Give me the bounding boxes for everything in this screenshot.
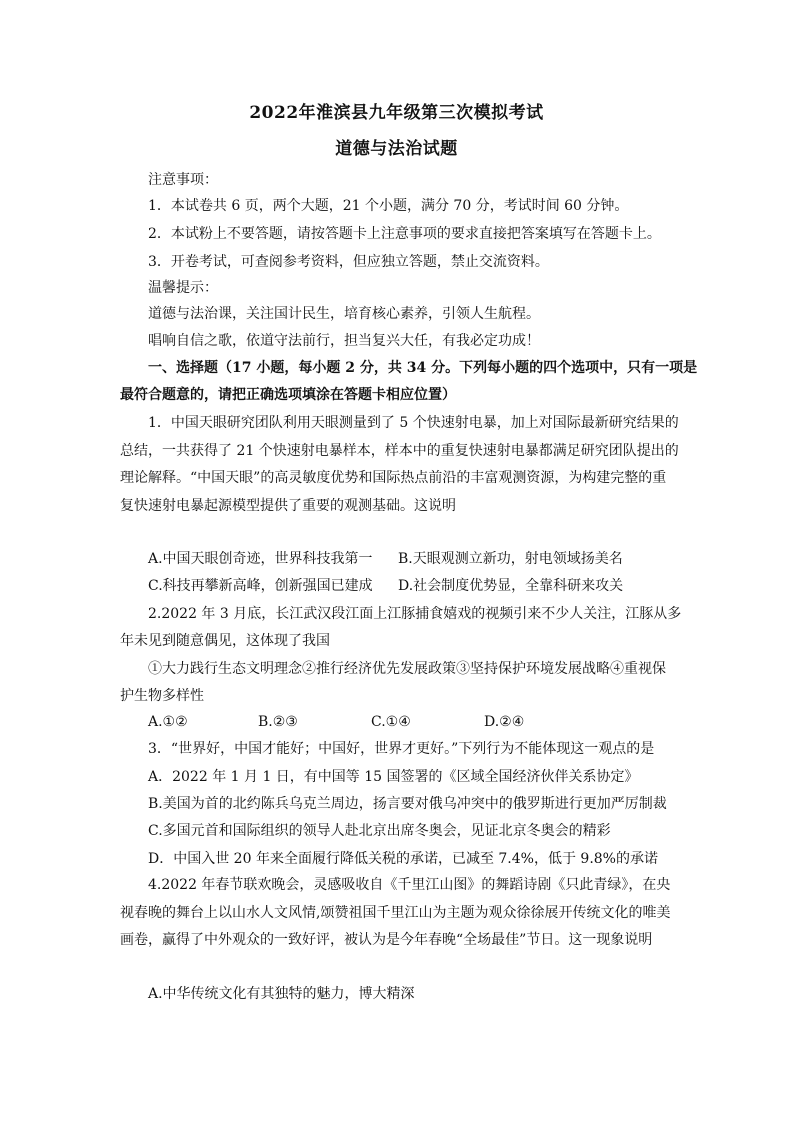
q3-option-a: A．2022 年 1 月 1 日，有中国等 15 国签署的《区域全国经济伙伴关系协定》	[148, 769, 639, 785]
tips-heading: 温馨提示：	[148, 280, 218, 296]
q4-stem: 视春晚的舞台上以山水人文风情,颂赞祖国千里江山为主题为观众徐徐展开传统文化的唯美	[120, 905, 671, 921]
q4-stem: 画卷，赢得了中外观众的一致好评，被认为是今年春晚“全场最佳”节日。这一现象说明	[120, 932, 653, 948]
section-heading-cont: 最符合题意的，请把正确选项填涂在答题卡相应位置）	[120, 387, 456, 403]
q2-option-d: D.②④	[484, 714, 525, 730]
q3-option-c: C.多国元首和国际组织的领导人赴北京出席冬奥会，见证北京冬奥会的精彩	[148, 823, 611, 839]
notes-heading: 注意事项：	[148, 172, 218, 188]
q3-stem: 3．“世界好，中国才能好；中国好，世界才更好。”下列行为不能体现这一观点的是	[148, 741, 655, 757]
q1-stem: 理论解释。“中国天眼”的高灵敏度优势和国际热点前沿的丰富观测资源，为构建完整的重	[120, 470, 667, 486]
q2-option-b: B.②③	[258, 714, 298, 730]
q1-stem: 复快速射电暴起源模型提供了重要的观测基础。这说明	[120, 498, 456, 514]
q2-option-a: A.①②	[148, 714, 188, 730]
q1-option-c: C.科技再攀新高峰，创新强国已建成	[148, 578, 373, 594]
q2-option-c: C.①④	[371, 714, 411, 730]
q2-statements: ①大力践行生态文明理念②推行经济优先发展政策③坚持保护环境发展战略④重视保	[148, 661, 666, 677]
q1-stem: 总结，一共获得了 21 个快速射电暴样本，样本中的重复快速射电暴都满足研究团队提出的	[120, 443, 679, 459]
q2-statements: 护生物多样性	[120, 688, 204, 704]
q1-option-d: D.社会制度优势显，全靠科研来攻关	[398, 578, 624, 594]
q2-stem: 2.2022 年 3 月底，长江武汉段江面上江豚捕食嬉戏的视频引来不少人关注，江豚从多	[148, 606, 682, 622]
exam-subtitle: 道德与法治试题	[335, 139, 458, 159]
q3-option-d: D．中国入世 20 年来全面履行降低关税的承诺，已减至 7.4%，低于 9.8%的承诺	[148, 851, 658, 867]
note-item: 3．开卷考试，可查阅参考资料，但应独立答题，禁止交流资料。	[148, 254, 549, 270]
exam-title: 2022年淮滨县九年级第三次模拟考试	[249, 103, 544, 123]
q1-stem: 1．中国天眼研究团队利用天眼测量到了 5 个快速射电暴，加上对国际最新研究结果的	[148, 415, 679, 431]
note-item: 2．本试粉上不要答题，请按答题卡上注意事项的要求直接把答案填写在答题卡上。	[148, 226, 661, 242]
q2-stem: 年未见到随意偶见，这体现了我国	[120, 633, 330, 649]
tip-line: 唱响自信之歌，依道守法前行，担当复兴大任，有我必定功成！	[148, 333, 540, 349]
q4-option-a: A.中华传统文化有其独特的魅力，博大精深	[148, 986, 415, 1002]
section-heading: 一、选择题（17 小题，每小题 2 分，共 34 分。下列每小题的四个选项中，只有一项是	[148, 360, 698, 376]
q3-option-b: B.美国为首的北约陈兵乌克兰周边，扬言要对俄乌冲突中的俄罗斯进行更加严厉制裁	[148, 796, 667, 812]
tip-line: 道德与法治课，关注国计民生，培育核心素养，引领人生航程。	[148, 306, 540, 322]
q4-stem: 4.2022 年春节联欢晚会，灵感吸收自《千里江山图》的舞蹈诗剧《只此青绿》，在央	[148, 877, 671, 893]
q1-option-a: A.中国天眼创奇迹，世界科技我第一	[148, 551, 373, 567]
q1-option-b: B.天眼观测立新功，射电领域扬美名	[398, 551, 623, 567]
note-item: 1．本试卷共 6 页，两个大题，21 个小题，满分 70 分，考试时间 60 分钟。	[148, 198, 629, 214]
